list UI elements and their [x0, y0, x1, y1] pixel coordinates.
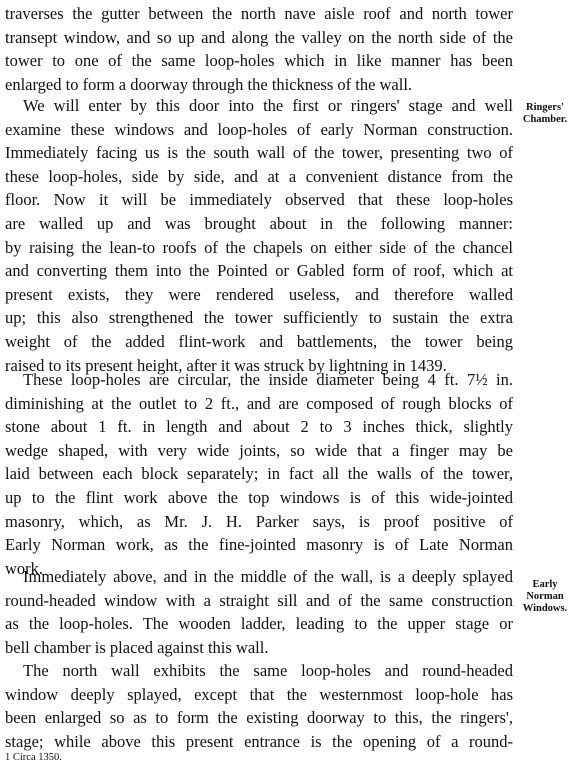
text-line: examine these windows and loop-holes of early Norman construction. — [5, 119, 513, 139]
margin-note-line: Norman — [526, 591, 564, 602]
text-line: window deeply splayed, except that the westernmost loop-hole has — [5, 684, 513, 704]
text-line: enlarged to form a doorway through the thickness of the wall. — [5, 74, 413, 94]
text-line: laid between each block separately; in fact all the walls of the tower, — [5, 464, 513, 484]
footnote: 1 Circa 1350. — [5, 752, 62, 763]
margin-note-line: Chamber. — [522, 114, 568, 125]
text-line: up; this also strengthened the tower sufficiently to sustain the extra — [5, 308, 513, 328]
text-line: transept window, and so up and along the valley on the north side of the — [5, 27, 513, 47]
text-line: traverses the gutter between the north nave aisle roof and north tower — [5, 4, 513, 23]
margin-note-ringers-chamber — [517, 102, 573, 126]
text-line: floor. Now it will be immediately observed that these loop-holes — [5, 190, 513, 210]
text-line: The north wall exhibits the same loop-holes and round-headed — [23, 661, 513, 680]
paragraph-1 — [5, 2, 513, 96]
text-line: these loop-holes, side by side, and at a convenient distance from the — [5, 166, 513, 186]
text-line: round-headed window with a straight sill and of the same construction — [5, 590, 513, 610]
text-line: work. — [5, 558, 44, 578]
text-line: stone about 1 ft. in length and about 2 to 3 inches thick, slightly — [5, 417, 513, 437]
text-line: present exists, they were rendered useless, and therefore walled — [5, 284, 513, 304]
text-line: tower to one of the same loop-holes which in like manner has been — [5, 51, 513, 71]
text-line: as the loop-holes. The wooden ladder, leading to the upper stage or — [5, 614, 513, 634]
text-line: raised to its present height, after it was struck by lightning in 1439. — [5, 355, 447, 375]
text-line: up to the flint work above the top windows is of this wide-jointed — [5, 487, 513, 507]
paragraph-3 — [5, 368, 513, 580]
text-line: diminishing at the outlet to 2 ft., and are composed of rough blocks of — [5, 393, 513, 413]
text-line: been enlarged so as to form the existing doorway to this, the ringers', — [5, 708, 513, 728]
text-line: wedge shaped, with very wide joints, so wide that a finger may be — [5, 440, 513, 460]
paragraph-2 — [5, 94, 513, 377]
paragraph-4 — [5, 565, 513, 659]
margin-note-line: Windows. — [522, 603, 568, 614]
text-line: We will enter by this door into the first or ringers' stage and well — [23, 96, 513, 115]
margin-note-line: Early — [532, 579, 558, 590]
text-line: by raising the lean-to roofs of the chapels on either side of the chancel — [5, 237, 513, 257]
text-line: These loop-holes are circular, the inside diameter being 4 ft. 7½ in. — [23, 370, 513, 389]
text-line: Immediately above, and in the middle of the wall, is a deeply splayed — [23, 567, 513, 586]
margin-note-line: Ringers' — [526, 102, 564, 113]
text-line: are walled up and was brought about in the following manner: — [5, 213, 513, 233]
text-line: bell chamber is placed against this wall. — [5, 637, 269, 657]
text-line: Immediately facing us is the south wall of the tower, presenting two of — [5, 143, 513, 163]
text-line: weight of the added flint-work and battlements, the tower being — [5, 331, 513, 351]
margin-note-early-norman-windows — [517, 579, 573, 615]
text-line: stage; while above this present entrance is the opening of a round- — [5, 731, 513, 751]
paragraph-5 — [5, 659, 513, 753]
text-line: Early Norman work, as the fine-jointed masonry is of Late Norman — [5, 535, 513, 555]
text-line: masonry, which, as Mr. J. H. Parker says, is proof positive of — [5, 511, 513, 531]
text-line: and converting them into the Pointed or Gabled form of roof, which at — [5, 261, 513, 281]
